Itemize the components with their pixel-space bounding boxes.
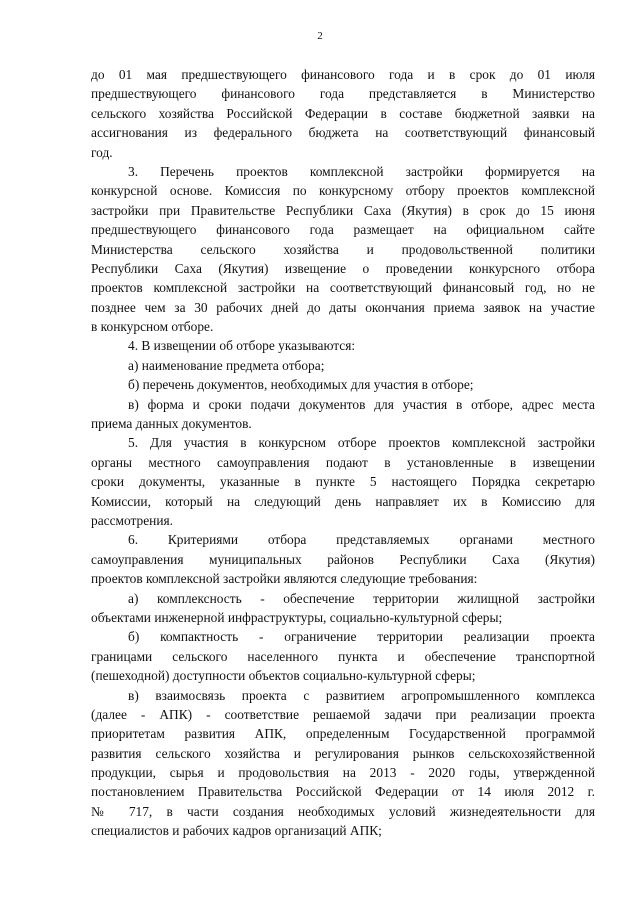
text-line: Министерства сельского хозяйства и продовольственной политики: [91, 241, 595, 257]
text-line: ассигнования из федерального бюджета на соответствующий финансовый: [91, 125, 595, 141]
text-line: (далее - АПК) - соответствие решаемой задачи при реализации проекта: [91, 706, 595, 722]
page-number: 2: [317, 30, 323, 42]
text-line: в) форма и сроки подачи документов для участия в отборе, адрес места: [128, 396, 595, 412]
text-line: самоуправления муниципальных районов Республики Саха (Якутия): [91, 551, 595, 567]
text-line: сельского хозяйства Российской Федерации в составе бюджетной заявки на: [91, 105, 595, 121]
text-line: 6. Критериями отбора представляемых органами местного: [128, 532, 595, 548]
text-line: проектов комплексной застройки на соответствующий финансовый год, но не: [91, 280, 595, 296]
text-line: б) компактность - ограничение территории реализации проекта: [128, 629, 595, 645]
text-line: до 01 мая предшествующего финансового года и в срок до 01 июля: [91, 67, 595, 82]
text-line: приема данных документов.: [91, 416, 252, 432]
text-line: б) перечень документов, необходимых для участия в отборе;: [128, 377, 474, 393]
text-line: 3. Перечень проектов комплексной застройки формируется на: [128, 163, 595, 179]
text-line: объектами инженерной инфраструктуры, социально-культурной сферы;: [91, 609, 503, 625]
text-line: в конкурсном отборе.: [91, 319, 214, 335]
text-line: конкурсной основе. Комиссия по конкурсному отбору проектов комплексной: [91, 183, 595, 199]
text-line: 5. Для участия в конкурсном отборе проектов комплексной застройки: [128, 435, 595, 451]
text-line: проектов комплексной застройки являются следующие требования:: [91, 571, 478, 587]
text-line: развития сельского хозяйства и регулирования рынков сельскохозяйственной: [91, 745, 595, 761]
text-line: сроки документы, указанные в пункте 5 настоящего Порядка секретарю: [91, 474, 595, 490]
text-line: застройки при Правительстве Республики Саха (Якутия) в срок до 15 июня: [91, 202, 595, 218]
text-line: в) взаимосвязь проекта с развитием агропромышленного комплекса: [128, 687, 595, 703]
text-line: органы местного самоуправления подают в установленные в извещении: [91, 454, 595, 470]
text-line: приоритетам развития АПК, определенным Государственной программой: [91, 726, 595, 742]
text-line: специалистов и рабочих кадров организаций АПК;: [91, 823, 382, 839]
text-line: Комиссии, который на следующий день направляет их в Комиссию для: [91, 493, 595, 509]
text-line: а) комплексность - обеспечение территории жилищной застройки: [128, 590, 595, 606]
document-body: [91, 65, 595, 841]
text-line: позднее чем за 30 рабочих дней до даты окончания приема заявок на участие: [91, 299, 595, 315]
text-line: продукции, сырья и продовольствия на 2013 - 2020 годы, утвержденной: [91, 765, 595, 781]
text-line: предшествующего финансового года размещает на официальном сайте: [91, 222, 595, 238]
text-line: год.: [91, 144, 113, 160]
text-line: предшествующего финансового года представляется в Министерство: [91, 86, 595, 102]
text-line: постановлением Правительства Российской Федерации от 14 июля 2012 г.: [91, 784, 595, 800]
text-line: 4. В извещении об отборе указываются:: [128, 338, 356, 354]
text-line: (пешеходной) доступности объектов социально-культурной сферы;: [91, 668, 476, 684]
text-line: Республики Саха (Якутия) извещение о проведении конкурсного отбора: [91, 260, 595, 276]
text-line: № 717, в части создания необходимых условий жизнедеятельности для: [91, 803, 595, 819]
text-line: границами сельского населенного пункта и обеспечение транспортной: [91, 648, 595, 664]
text-line: а) наименование предмета отбора;: [128, 357, 325, 373]
text-line: рассмотрения.: [91, 512, 174, 528]
